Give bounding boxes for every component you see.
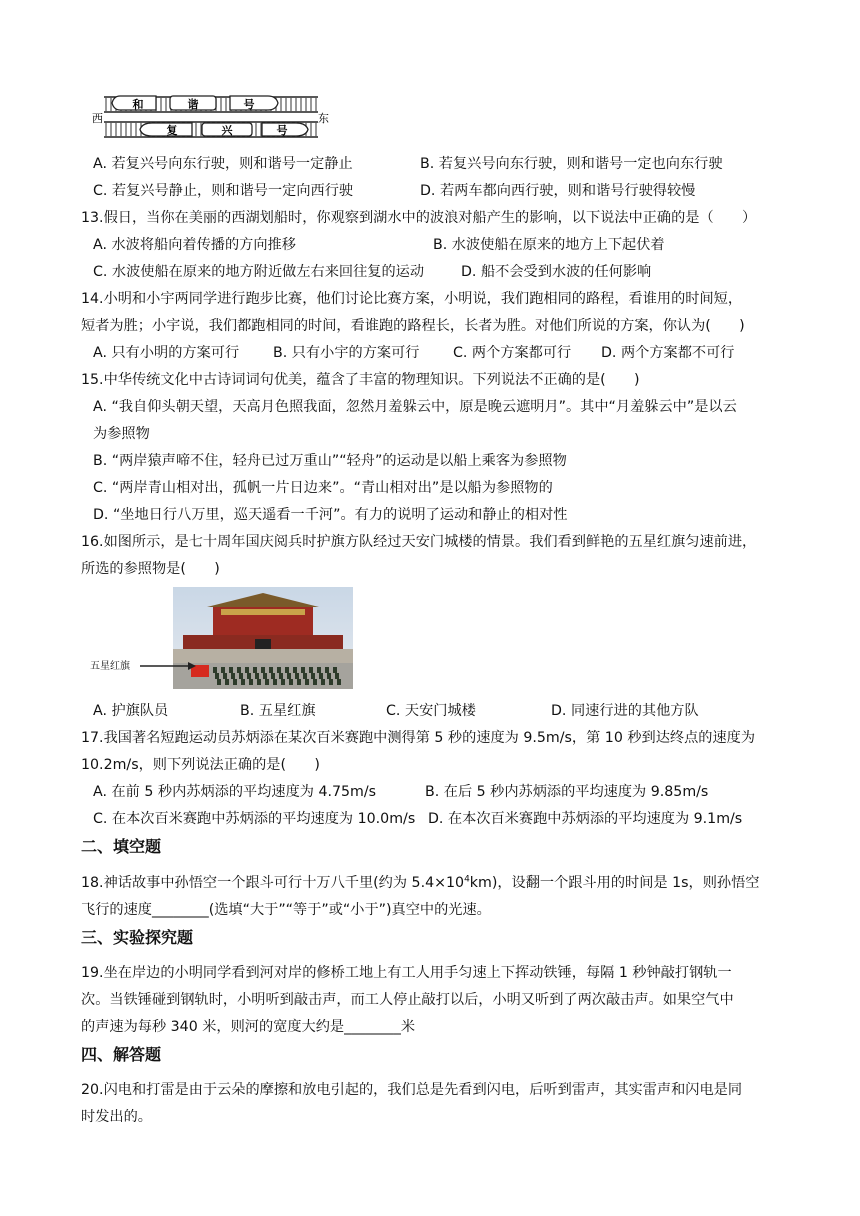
q19-line1: 19.坐在岸边的小明同学看到河对岸的修桥工地上有工人用手匀速上下挥动铁锤，每隔 1 秒钟敲打钢轨一 [81,965,732,981]
q18-exponent: 4 [464,874,470,885]
q20-line2: 时发出的。 [81,1109,152,1125]
section-title-experiment: 三、实验探究题 [81,928,194,947]
q13-option-d: D. 船不会受到水波的任何影响 [461,264,652,280]
hexie-char-1: 和 [132,98,144,111]
q18-line1 [81,872,760,892]
q14-option-d: D. 两个方案都不可行 [601,345,735,361]
q17-stem-line1: 17.我国著名短跑运动员苏炳添在某次百米赛跑中测得第 5 秒的速度为 9.5m/s，第 10 秒到达终点的速度为 [81,730,756,746]
q15-option-a-line2: 为参照物 [93,426,150,442]
q12-option-a: A. 若复兴号向东行驶，则和谐号一定静止 [93,156,353,172]
q17-stem-line2: 10.2m/s，则下列说法正确的是( ) [81,757,320,773]
q14-stem-line2: 短者为胜；小宇说，我们都跑相同的时间，看谁跑的路程长，长者为胜。对他们所说的方案，你认为( ) [81,318,745,334]
train-figure [92,92,332,144]
fuxing-char-3: 号 [276,124,288,137]
q15-option-a-line1: A. “我自仰头朝天望，天高月色照我面，忽然月羞躲云中，原是晚云遮明月”。其中“月羞躲云中”是以云 [93,399,737,415]
q16-option-a: A. 护旗队员 [93,703,169,719]
q20-line1: 20.闪电和打雷是由于云朵的摩擦和放电引起的，我们总是先看到闪电，后听到雷声，其实雷声和闪电是同 [81,1082,743,1098]
q16-option-d: D. 同速行进的其他方队 [551,703,699,719]
q13-stem: 13.假日，当你在美丽的西湖划船时，你观察到湖水中的波浪对船产生的影响，以下说法中正确的是（ ） [81,210,757,226]
q15-stem: 15.中华传统文化中古诗词词句优美，蕴含了丰富的物理知识。下列说法不正确的是( ) [81,372,640,388]
q17-option-c: C. 在本次百米赛跑中苏炳添的平均速度为 10.0m/s [93,811,416,827]
q16-option-b: B. 五星红旗 [240,703,316,719]
q14-option-a: A. 只有小明的方案可行 [93,345,240,361]
fuxing-char-1: 复 [166,124,178,137]
q14-option-b: B. 只有小宇的方案可行 [273,345,420,361]
hexie-train [112,96,278,111]
flag-pointer-arrow [140,660,196,672]
q16-stem-line2: 所选的参照物是( ) [81,561,220,577]
q13-option-a: A. 水波将船向着传播的方向推移 [93,237,296,253]
hexie-char-3: 号 [243,98,255,111]
west-label: 西 [92,112,103,125]
q12-option-c: C. 若复兴号静止，则和谐号一定向西行驶 [93,183,354,199]
q19-line2: 次。当铁锤碰到钢轨时，小明听到敲击声，而工人停止敲打以后，小明又听到了两次敲击声。如果空气中 [81,992,734,1008]
q19-line3: 的声速为每秒 340 米，则河的宽度大约是________米 [81,1019,416,1035]
q15-option-d: D. “坐地日行八万里，巡天遥看一千河”。有力的说明了运动和静止的相对性 [93,507,568,523]
q18-line2: 飞行的速度________(选填“大于”“等于”或“小于”)真空中的光速。 [81,902,491,918]
hexie-char-2: 谐 [187,98,199,111]
flag-label: 五星红旗 [90,661,130,672]
q13-option-b: B. 水波使船在原来的地方上下起伏着 [433,237,665,253]
q15-option-c: C. “两岸青山相对出，孤帆一片日边来”。“青山相对出”是以船为参照物的 [93,480,553,496]
q16-option-c: C. 天安门城楼 [386,703,476,719]
tiananmen-parade-photo [173,587,353,689]
q18-line1-pre: 18.神话故事中孙悟空一个跟斗可行十万八千里(约为 5.4×10 [81,875,465,891]
q12-option-d: D. 若两车都向西行驶，则和谐号行驶得较慢 [420,183,696,199]
q15-option-b: B. “两岸猿声啼不住，轻舟已过万重山”“轻舟”的运动是以船上乘客为参照物 [93,453,567,469]
fuxing-char-2: 兴 [221,124,233,137]
q14-option-c: C. 两个方案都可行 [453,345,572,361]
q13-option-c: C. 水波使船在原来的地方附近做左右来回往复的运动 [93,264,425,280]
section-title-fill-in: 二、填空题 [81,837,162,856]
east-label: 东 [318,112,329,125]
q18-line1-post: km)，设翻一个跟斗用的时间是 1s，则孙悟空 [469,875,760,891]
q17-option-b: B. 在后 5 秒内苏炳添的平均速度为 9.85m/s [425,784,709,800]
q17-option-d: D. 在本次百米赛跑中苏炳添的平均速度为 9.1m/s [428,811,743,827]
section-title-answer: 四、解答题 [81,1045,162,1064]
q17-option-a: A. 在前 5 秒内苏炳添的平均速度为 4.75m/s [93,784,377,800]
q14-stem-line1: 14.小明和小宇两同学进行跑步比赛，他们讨论比赛方案，小明说，我们跑相同的路程，看谁用的时间短， [81,291,743,307]
q16-stem-line1: 16.如图所示，是七十周年国庆阅兵时护旗方队经过天安门城楼的情景。我们看到鲜艳的五星红旗匀速前进， [81,534,757,550]
fuxing-train [140,123,308,137]
q12-option-b: B. 若复兴号向东行驶，则和谐号一定也向东行驶 [420,156,723,172]
